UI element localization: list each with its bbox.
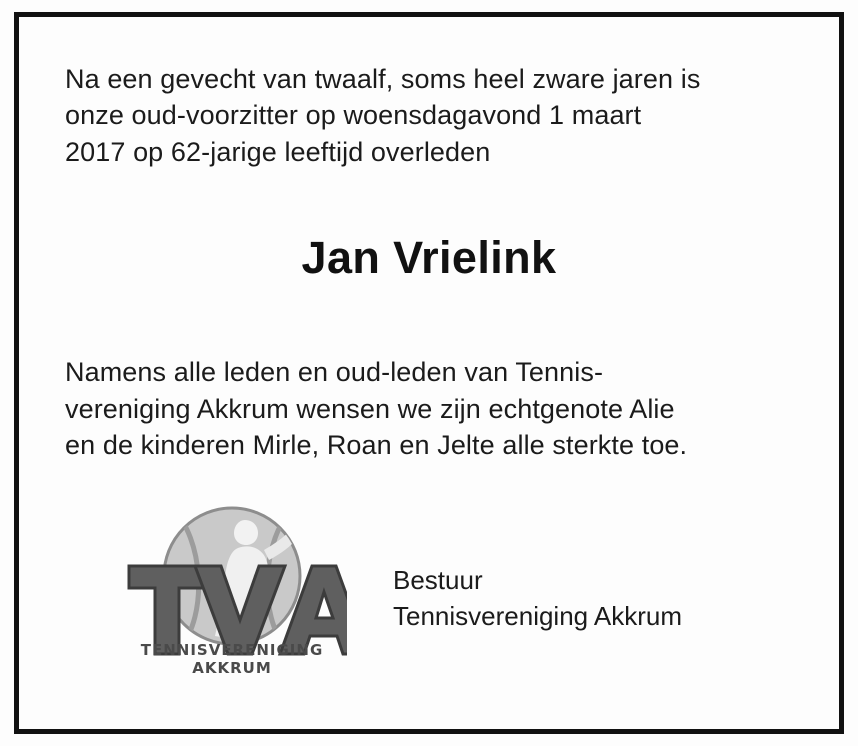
club-logo xyxy=(117,504,347,679)
intro-line-1: Na een gevecht van twaalf, soms heel zware jaren is xyxy=(65,64,701,94)
intro-paragraph xyxy=(65,61,793,170)
footer xyxy=(65,504,793,679)
signature-line-1: Bestuur xyxy=(393,564,483,595)
signature-line-2: Tennisvereniging Akkrum xyxy=(393,601,683,632)
intro-line-2: onze oud-voorzitter op woensdagavond 1 maart xyxy=(65,100,642,131)
closing-line-1: Namens alle leden en oud-leden van Tennis- xyxy=(65,357,604,388)
closing-line-2: vereniging Akkrum wensen we zijn echtgenote Alie xyxy=(65,393,675,424)
obituary-notice xyxy=(14,12,844,734)
deceased-name: Jan Vrielink xyxy=(301,232,557,284)
closing-paragraph xyxy=(65,354,793,463)
intro-line-3: 2017 op 62-jarige leeftijd overleden xyxy=(65,136,491,167)
closing-line-3: en de kinderen Mirle, Roan en Jelte alle sterkte toe. xyxy=(65,430,688,461)
logo-caption: TENNISVERENIGING AKKRUM xyxy=(140,640,324,677)
signature-block xyxy=(393,562,682,635)
